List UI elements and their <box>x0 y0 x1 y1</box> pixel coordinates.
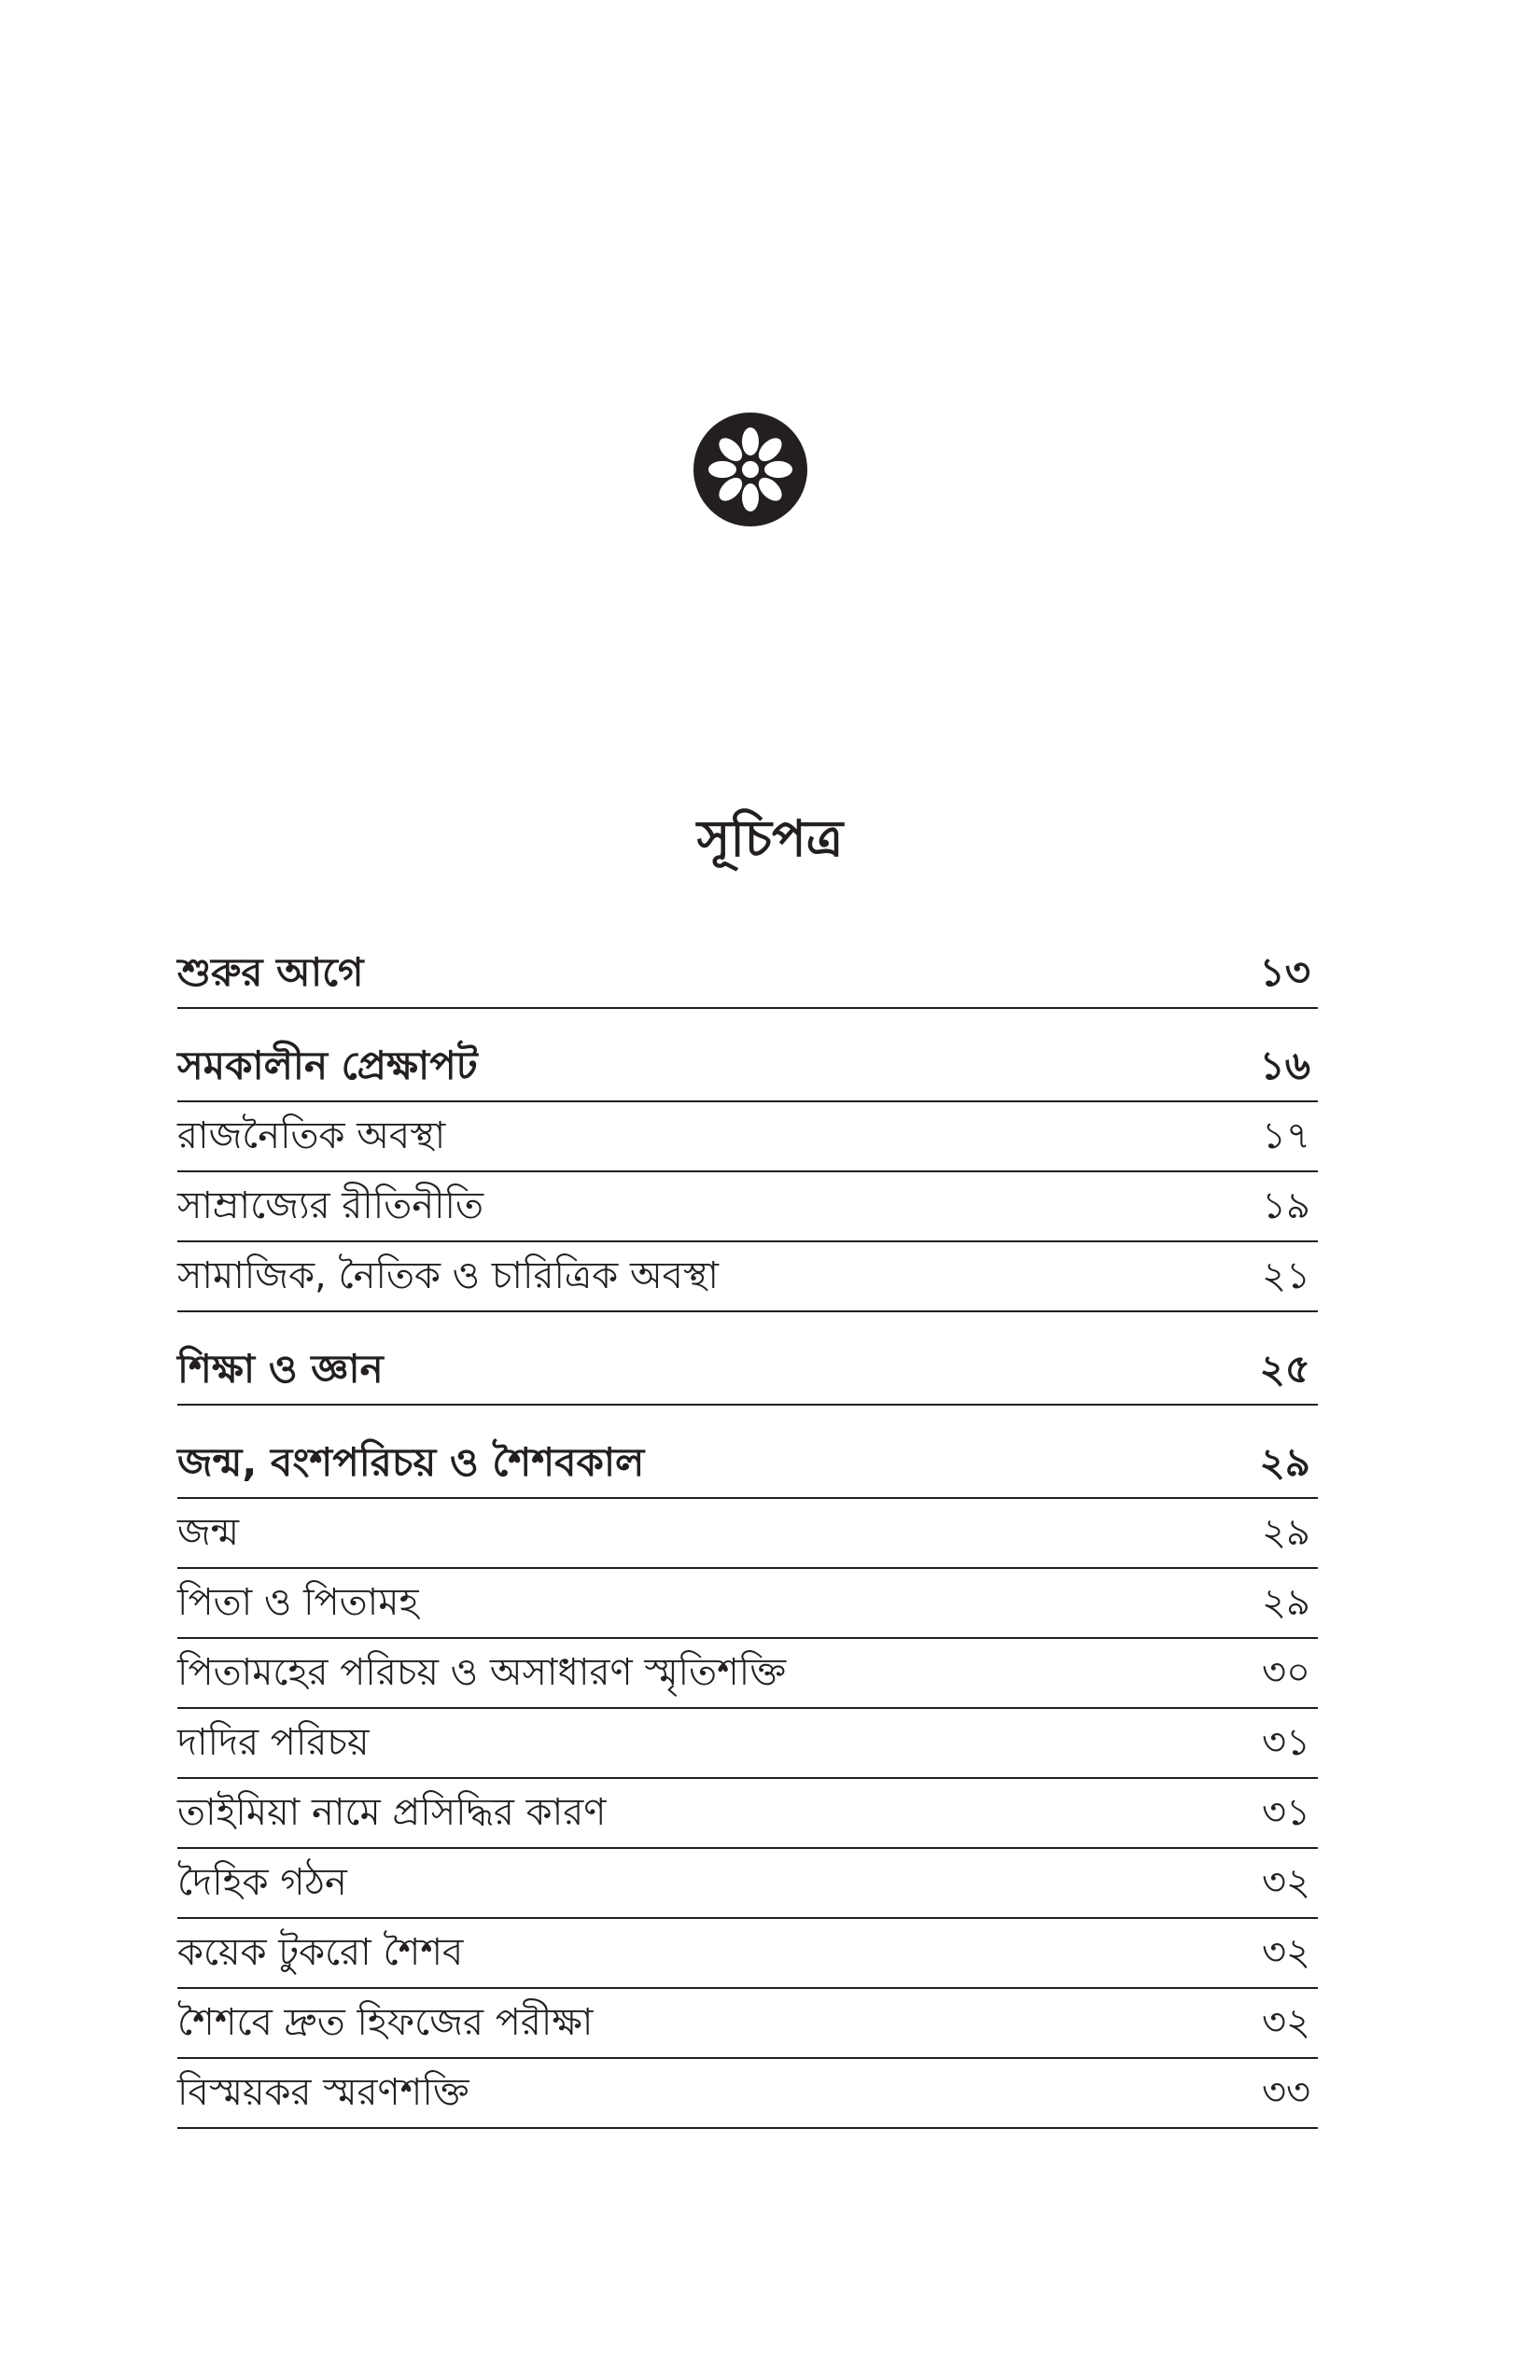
toc-entry-page-number: ৩১ <box>1262 1721 1310 1764</box>
toc-entry <box>177 1644 1318 1709</box>
toc-entry-page-number: ৩৩ <box>1261 2071 1310 2114</box>
toc-entry-title: শৈশবে দ্রুত হিফজের পরীক্ষা <box>177 2001 594 2044</box>
toc-entry-title: তাইমিয়া নামে প্রসিদ্ধির কারণ <box>177 1791 607 1834</box>
toc-entry-title: সমকালীন প্রেক্ষাপট <box>177 1043 478 1088</box>
toc-entry-title: জন্ম <box>177 1511 240 1554</box>
toc-section-entry <box>177 1037 1318 1102</box>
toc-entry <box>177 1854 1318 1919</box>
toc-entry-title: সামাজিক, নৈতিক ও চারিত্রিক অবস্থা <box>177 1254 719 1297</box>
toc-entry-title: দাদির পরিচয় <box>177 1721 370 1764</box>
toc-entry <box>177 1107 1318 1172</box>
toc-entry <box>177 1247 1318 1312</box>
toc-entry <box>177 1714 1318 1779</box>
toc-entry-page-number: ৩২ <box>1261 2001 1310 2044</box>
toc-entry-title: পিতামহের পরিচয় ও অসাধারণ স্মৃতিশক্তি <box>177 1651 787 1694</box>
toc-entry-page-number: ২৯ <box>1262 1511 1310 1554</box>
toc-entry-title: শুরুর আগে <box>177 949 364 995</box>
toc-entry <box>177 1994 1318 2059</box>
page-title: সূচিপত্র <box>696 808 844 868</box>
toc-entry <box>177 1924 1318 1989</box>
toc-entry-page-number: ১৯ <box>1262 1184 1310 1227</box>
toc-entry-page-number: ২১ <box>1262 1254 1310 1297</box>
toc-entry-title: পিতা ও পিতামহ <box>177 1581 419 1624</box>
toc-entry-page-number: ৩২ <box>1261 1931 1310 1974</box>
toc-entry-page-number: ৩১ <box>1262 1791 1310 1834</box>
toc-entry-page-number: ২৫ <box>1259 1346 1310 1392</box>
toc-entry-title: দৈহিক গঠন <box>177 1861 347 1904</box>
toc-entry-page-number: ১৭ <box>1262 1114 1310 1157</box>
toc-entry-title: বিস্ময়কর স্মরণশক্তি <box>177 2071 469 2114</box>
toc-entry-title: সাম্রাজ্যের রীতিনীতি <box>177 1184 483 1227</box>
toc-entry-page-number: ১৩ <box>1259 949 1310 995</box>
toc-section-entry <box>177 944 1318 1009</box>
toc-section-entry <box>177 1340 1318 1406</box>
toc-entry-page-number: ১৬ <box>1259 1043 1310 1088</box>
toc-entry-title: রাজনৈতিক অবস্থা <box>177 1114 446 1157</box>
toc-entry-title: কয়েক টুকরো শৈশব <box>177 1931 464 1974</box>
toc-section-entry <box>177 1434 1318 1499</box>
toc-entry-title: জন্ম, বংশপরিচয় ও শৈশবকাল <box>177 1439 645 1485</box>
toc-entry-page-number: ২৯ <box>1262 1581 1310 1624</box>
toc-entry-page-number: ৩২ <box>1261 1861 1310 1904</box>
toc-entry <box>177 1574 1318 1639</box>
toc-entry <box>177 2064 1318 2129</box>
toc-entry <box>177 1177 1318 1242</box>
toc-entry <box>177 1784 1318 1849</box>
toc-entry <box>177 1504 1318 1569</box>
toc-entry-title: শিক্ষা ও জ্ঞান <box>177 1346 384 1392</box>
toc-entry-page-number: ২৯ <box>1259 1439 1310 1485</box>
flower-rosette-icon <box>693 413 807 526</box>
toc-entry-page-number: ৩০ <box>1261 1651 1310 1694</box>
